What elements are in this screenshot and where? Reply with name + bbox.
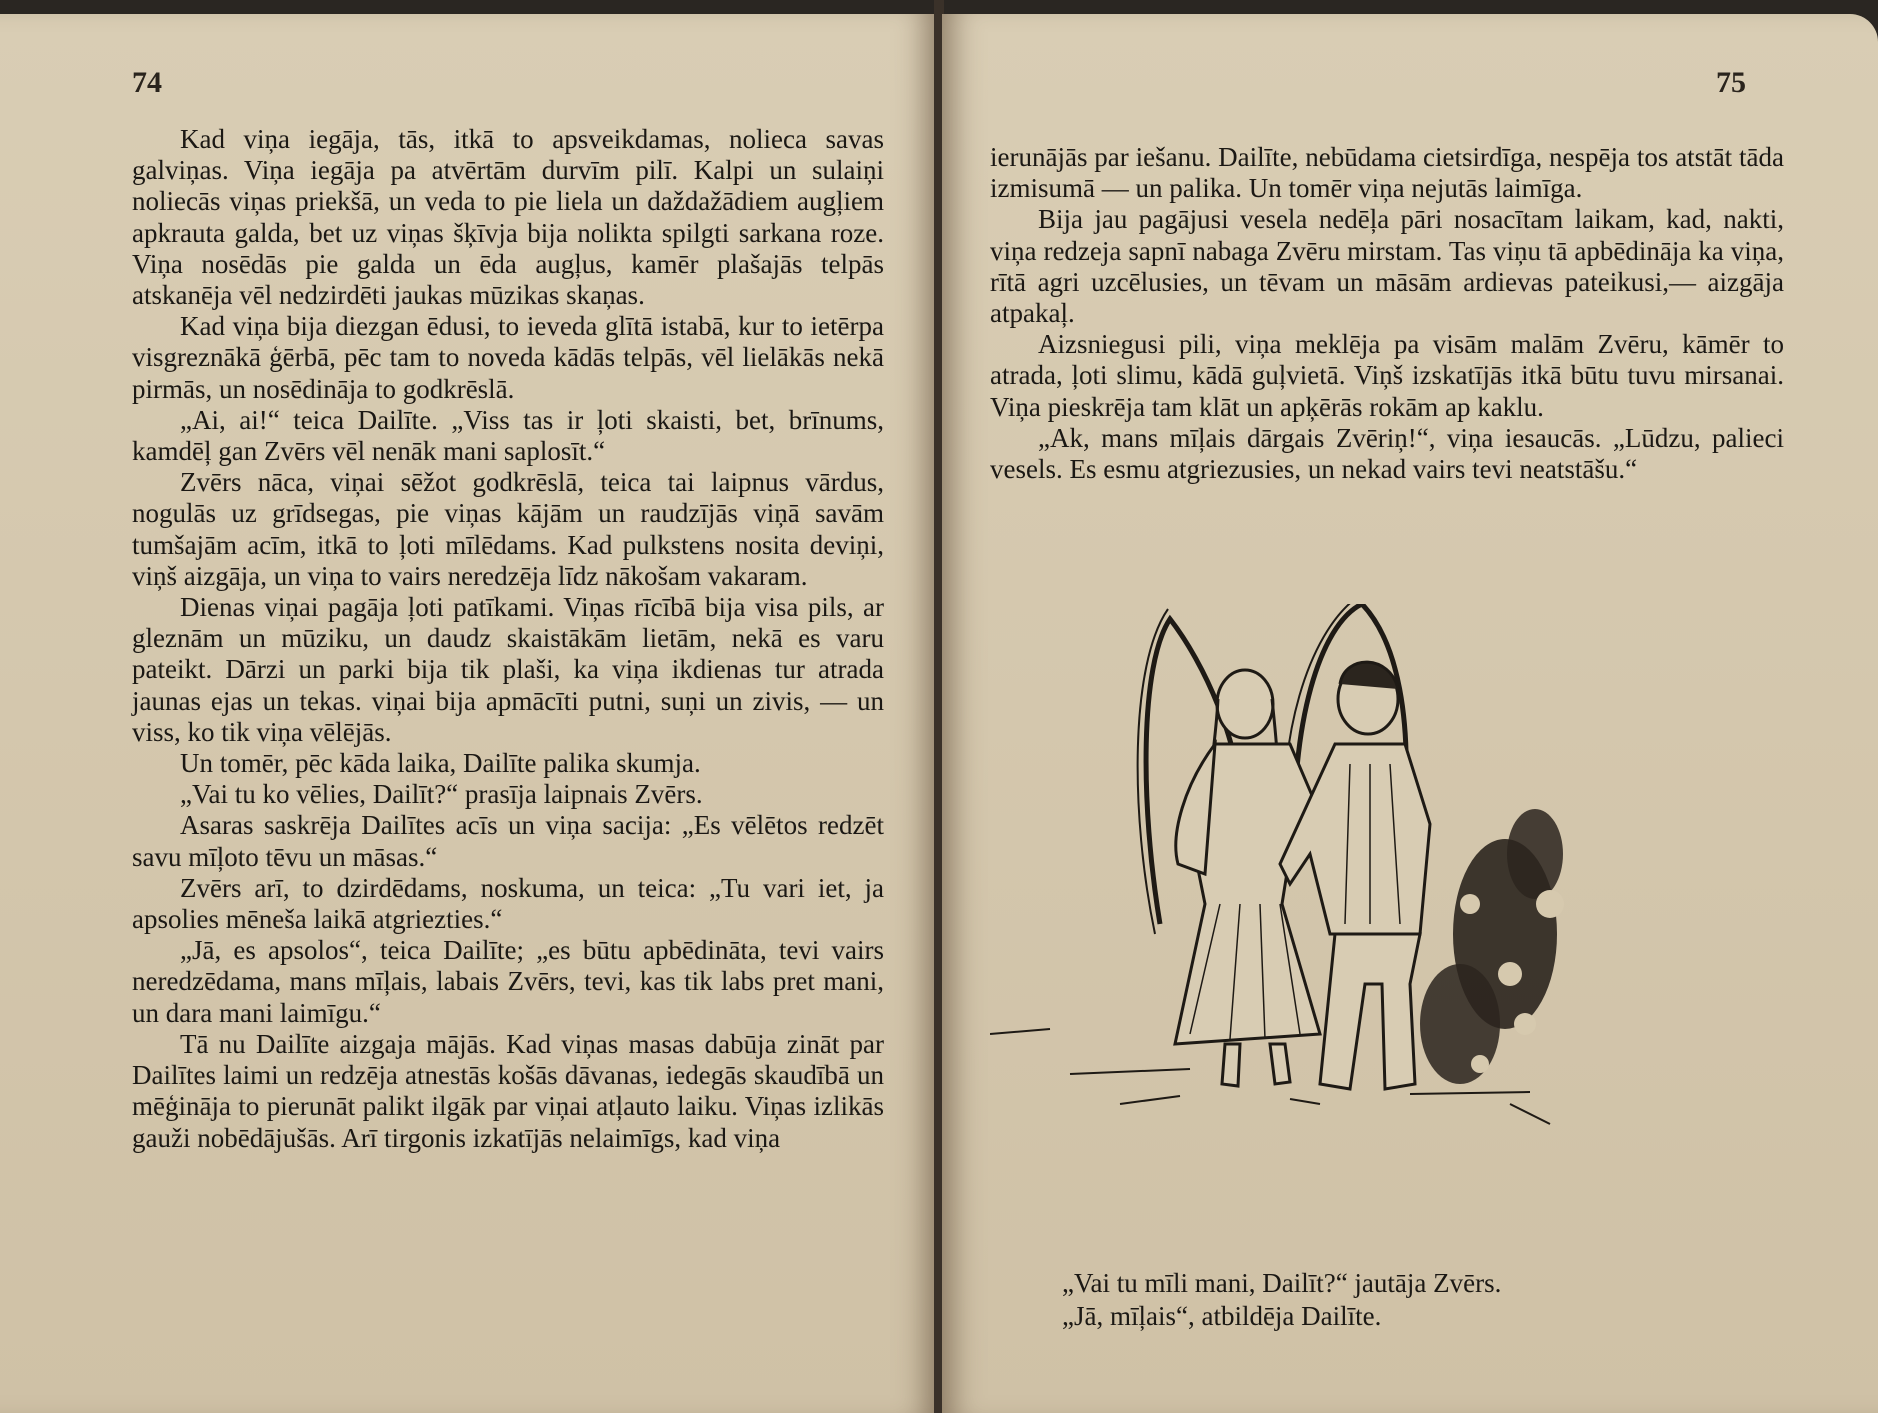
paragraph: Zvērs arī, to dzirdēdams, noskuma, un teica: „Tu vari iet, ja apsolies mēneša laikā atgriezties.“ bbox=[132, 872, 884, 935]
page-number-left: 74 bbox=[132, 66, 162, 99]
paragraph: Aizsniegusi pili, viņa meklēja pa visām malām Zvēru, kāmēr to atrada, ļoti slimu, kādā guļvietā. Viņš izskatījās itkā būtu tuvu mirsanai. Viņa pieskrēja tam klāt un apķērās rokām ap kaklu. bbox=[990, 329, 1784, 422]
paragraph: „Vai tu ko vēlies, Dailīt?“ prasīja laipnais Zvērs. bbox=[180, 779, 703, 810]
left-page-text bbox=[132, 124, 884, 1154]
page-number-right: 75 bbox=[1716, 66, 1746, 99]
paragraph: „Jā, es apsolos“, teica Dailīte; „es būtu apbēdināta, tevi vairs neredzēdama, mans mīļais, labais Zvērs, tevi, kas tik labs pret mani, un dara mani laimīgu.“ bbox=[132, 935, 884, 1028]
paragraph: „Ai, ai!“ teica Dailīte. „Viss tas ir ļoti skaisti, bet, brīnums, kamdēļ gan Zvērs vēl nenāk mani saplosīt.“ bbox=[132, 404, 884, 467]
illustration-couple-arch bbox=[990, 604, 1784, 1264]
illustration-caption bbox=[1022, 1267, 1722, 1333]
paragraph: Bija jau pagājusi vesela nedēļa pāri nosacītam laikam, kad, nakti, viņa redzeja sapnī nabaga Zvēru mirstam. Tas viņu tā apbēdināja ka viņa, rītā agri uzcēlusies, un tēvam un māsām ardievas pateikusi,— aizgāja atpakaļ. bbox=[990, 204, 1784, 329]
caption-line: „Vai tu mīli mani, Dailīt?“ jautāja Zvērs. bbox=[1062, 1268, 1502, 1298]
right-page-text bbox=[990, 142, 1784, 485]
right-page bbox=[942, 14, 1878, 1413]
paragraph: „Ak, mans mīļais dārgais Zvēriņ!“, viņa iesaucās. „Lūdzu, palieci vesels. Es esmu atgriezusies, un nekad vairs tevi neatstāšu.“ bbox=[990, 422, 1784, 485]
paragraph: Kad viņa iegāja, tās, itkā to apsveikdamas, nolieca savas galviņas. Viņa iegāja pa atvērtām durvīm pilī. Kalpi un sulaiņi noliecās viņas priekšā, un veda to pie liela un daždažādiem augļiem apkrauta galda, bet uz viņas šķīvja bija nolikta spilgti sarkana roze. Viņa nosēdās pie galda un ēda augļus, kamēr plašajās telpās atskanēja vēl nedzirdēti jaukas mūzikas skaņas. bbox=[132, 124, 884, 311]
paragraph: Un tomēr, pēc kāda laika, Dailīte palika skumja. bbox=[180, 748, 701, 779]
paragraph: Dienas viņai pagāja ļoti patīkami. Viņas rīcībā bija visa pils, ar gleznām un mūziku, un daudz skaistākām lietām, nekā es varu pateikt. Dārzi un parki bija tik plaši, ka viņa ikdienas tur atrada jaunas ejas un tekas. viņai bija apmācīti putni, suņi un zivis, — un viss, ko tik viņa vēlējās. bbox=[132, 592, 884, 747]
left-page bbox=[0, 14, 936, 1413]
paragraph: ierunājās par iešanu. Dailīte, nebūdama cietsirdīga, nespēja tos atstāt tāda izmisumā — un palika. Un tomēr viņa nejutās laimīga. bbox=[990, 142, 1784, 204]
paragraph: Zvērs nāca, viņai sēžot godkrēslā, teica tai laipnus vārdus, nogulās uz grīdsegas, pie viņas kājām un raudzījās viņā savām tumšajām acīm, itkā to ļoti mīlēdams. Kad pulkstens nosita deviņi, viņš aizgāja, un viņa to vairs neredzēja līdz nākošam vakaram. bbox=[132, 467, 884, 591]
paragraph: Asaras saskrēja Dailītes acīs un viņa sacija: „Es vēlētos redzēt savu mīļoto tēvu un māsas.“ bbox=[132, 810, 884, 872]
paragraph: Tā nu Dailīte aizgaja mājās. Kad viņas masas dabūja zināt par Dailītes laimi un redzēja atnestās košās dāvanas, iedegās skaudībā un mēģināja to pierunāt palikt ilgāk par viņai atļauto laiku. Viņas izlikās gauži nobēdājušās. Arī tirgonis izkatījās nelaimīgs, kad viņa bbox=[132, 1028, 884, 1153]
caption-line: „Jā, mīļais“, atbildēja Dailīte. bbox=[1062, 1301, 1382, 1331]
paragraph: Kad viņa bija diezgan ēdusi, to ieveda glītā istabā, kur to ietērpa visgreznākā ģērbā, pēc tam to noveda kādās telpās, vēl lielākās nekā pirmās, un nosēdināja to godkrēslā. bbox=[132, 311, 884, 404]
